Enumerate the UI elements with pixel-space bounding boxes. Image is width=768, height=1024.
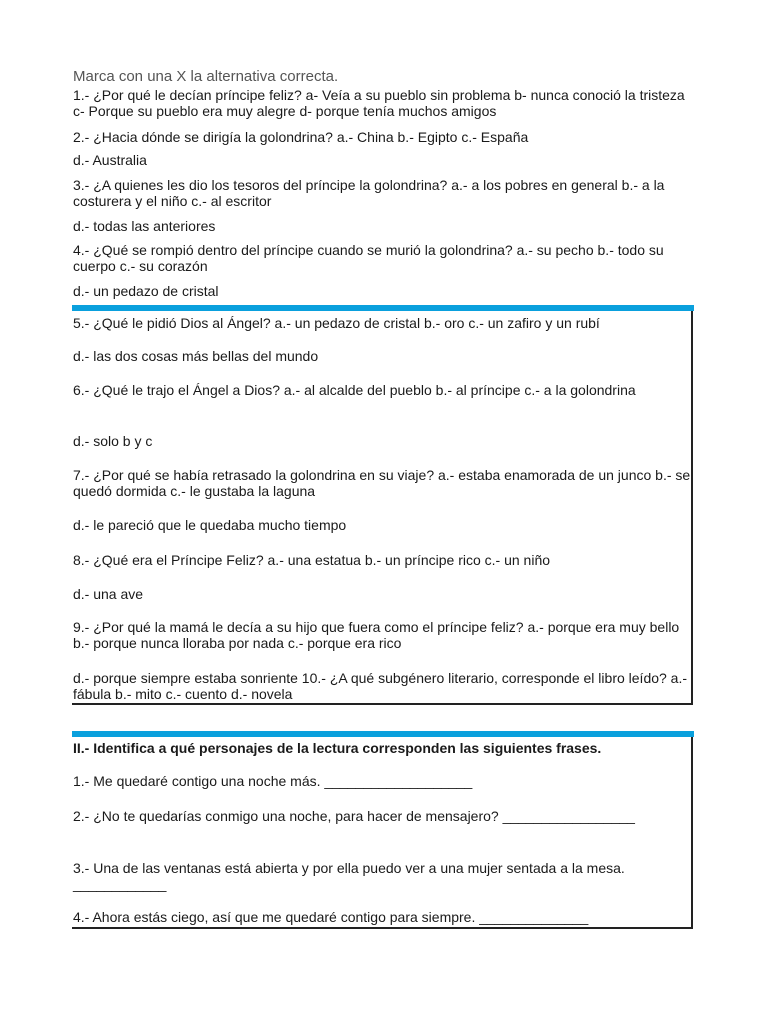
phrase-1: 1.- Me quedaré contigo una noche más. ___________________ [73, 773, 473, 789]
question-6-option-d: d.- solo b y c [73, 433, 153, 449]
questions-box-1 [72, 311, 693, 705]
question-9: 9.- ¿Por qué la mamá le decía a su hijo que fuera como el príncipe feliz? a.- porque era muy bello b.- porque nunca lloraba por nada c.- porque era rico [73, 619, 680, 651]
question-7: 7.- ¿Por qué se había retrasado la golondrina en su viaje? a.- estaba enamorada de un junco b.- se quedó dormida c.- le gustaba la laguna [73, 467, 691, 499]
phrase-2: 2.- ¿No te quedarías conmigo una noche, para hacer de mensajero? _________________ [73, 808, 635, 824]
question-5-option-d: d.- las dos cosas más bellas del mundo [73, 348, 319, 364]
question-8: 8.- ¿Qué era el Príncipe Feliz? a.- una estatua b.- un príncipe rico c.- un niño [73, 552, 551, 568]
question-3-option-d: d.- todas las anteriores [73, 218, 216, 234]
question-4: 4.- ¿Qué se rompió dentro del príncipe cuando se murió la golondrina? a.- su pecho b.- todo su cuerpo c.- su corazón [73, 242, 664, 274]
instructions-title: Marca con una X la alternativa correcta. [73, 68, 339, 85]
question-1: 1.- ¿Por qué le decían príncipe feliz? a- Veía a su pueblo sin problema b- nunca conoció la tristeza c- Porque su pueblo era muy alegre d- porque tenía muchos amigos [73, 87, 685, 119]
question-5: 5.- ¿Qué le pidió Dios al Ángel? a.- un pedazo de cristal b.- oro c.- un zafiro y un rubí [73, 315, 600, 331]
question-2: 2.- ¿Hacia dónde se dirigía la golondrina? a.- China b.- Egipto c.- España [73, 129, 529, 145]
question-3: 3.- ¿A quienes les dio los tesoros del príncipe la golondrina? a.- a los pobres en general b.- a la costurera y el niño c.- al escritor [73, 177, 665, 209]
question-9-option-d-and-question-10: d.- porque siempre estaba sonriente 10.- ¿A qué subgénero literario, corresponde el libro leído? a.- fábula b.- mito c.- cuento d.- novela [73, 670, 688, 702]
section-2-heading: II.- Identifica a qué personajes de la lectura corresponden las siguientes frases. [73, 740, 602, 756]
question-6: 6.- ¿Qué le trajo el Ángel a Dios? a.- al alcalde del pueblo b.- al príncipe c.- a la golondrina [73, 382, 636, 398]
phrases-box [72, 737, 693, 929]
question-8-option-d: d.- una ave [73, 586, 144, 602]
question-2-option-d: d.- Australia [73, 152, 147, 168]
phrase-3: 3.- Una de las ventanas está abierta y por ella puedo ver a una mujer sentada a la mesa. ____________ [73, 860, 625, 892]
phrase-4: 4.- Ahora estás ciego, así que me quedaré contigo para siempre. ______________ [73, 909, 589, 925]
question-4-option-d: d.- un pedazo de cristal [73, 283, 219, 299]
question-7-option-d: d.- le pareció que le quedaba mucho tiempo [73, 517, 347, 533]
